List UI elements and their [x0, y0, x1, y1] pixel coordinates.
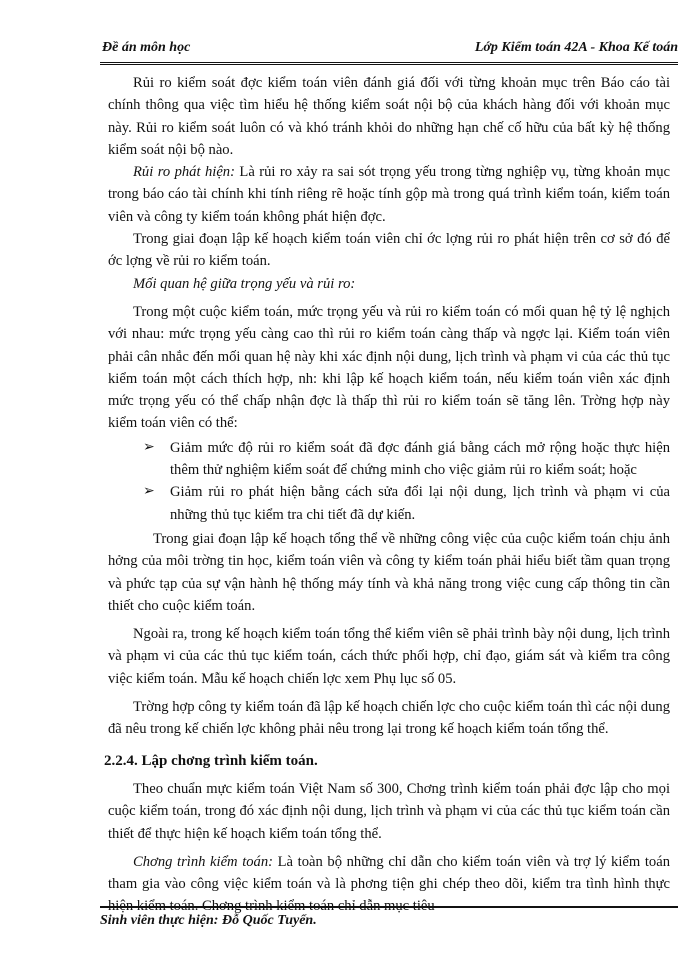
paragraph: [108, 161, 670, 228]
header-course: Đề án môn học: [102, 40, 191, 55]
section-heading: 2.2.4. Lập chơng trình kiểm toán.: [104, 752, 318, 769]
paragraph: Ngoài ra, trong kế hoạch kiểm toán tổng thể kiểm viên sẽ phải trình bày nội dung, lịch trình và phạm vi của các thủ tục kiểm toán, cách thức phối hợp, chỉ đạo, giám sát và kiểm tra công việc kiểm toán. Mẫu kế hoạch chiến lợc xem Phụ lục số 05.: [108, 626, 670, 687]
paragraph: Trờng hợp công ty kiểm toán đã lập kế hoạch chiến lợc cho cuộc kiểm toán thì các nội dung đã nêu trong kế chiến lợc không phải nêu trong lại trong kế hoạch kiểm toán tổng thể.: [108, 699, 670, 738]
arrow-bullet-icon: ➢: [143, 439, 155, 455]
term-text: Là rủi ro xảy ra sai sót trọng yếu trong từng nghiệp vụ, từng khoản mục trong báo cáo tài chính khi tính riêng rẽ hoặc tính gộp mà trong quá trình kiểm toán, kiểm toán viên và công ty kiểm toán không phát hiện đợc.: [108, 164, 671, 225]
arrow-bullet-icon: ➢: [143, 484, 155, 500]
list-item-text: Giảm rủi ro phát hiện bằng cách sửa đổi lại nội dung, lịch trình và phạm vi của những thủ tục kiểm tra chi tiết đã dự kiến.: [170, 484, 670, 523]
term-label: Chơng trình kiểm toán:: [133, 853, 274, 870]
subheading: Mối quan hệ giữa trọng yếu và rủi ro:: [133, 275, 356, 292]
paragraph: Trong một cuộc kiểm toán, mức trọng yếu và rủi ro kiểm toán có mối quan hệ tỷ lệ nghịch với nhau: mức trọng yếu càng cao thì rủi ro kiểm toán càng thấp và ngợc lại. Kiểm toán viên phải cân nhắc đến mối quan hệ này khi xác định nội dung, lịch trình và phạm vi của các thủ tục kiểm toán một cách thích hợp, nh: khi lập kế hoạch kiểm toán, nếu kiểm toán viên xác định mức trọng yếu có thể chấp nhận đợc là thấp thì rủi ro kiểm toán sẽ tăng lên. Trờng hợp này kiểm toán viên có thể:: [108, 303, 670, 432]
header-class: Lớp Kiểm toán 42A - Khoa Kế toán: [474, 40, 678, 55]
paragraph: Trong giai đoạn lập kế hoạch tổng thể về những công việc của cuộc kiểm toán chịu ảnh hởng của môi trờng tin học, kiểm toán viên và công ty kiểm toán phải hiểu biết tầm quan trọng và phức tạp của sự vận hành hệ thống máy tính và khả năng trong việc cung cấp thông tin cần thiết cho cuộc kiểm toán.: [108, 530, 670, 614]
document-body: [104, 72, 671, 918]
paragraph: Theo chuẩn mực kiểm toán Việt Nam số 300, Chơng trình kiểm toán phải đợc lập cho mọi cuộc kiểm toán, trong đó xác định nội dung, lịch trình và phạm vi của các thủ tục kiểm toán cần thiết để thực hiện kế hoạch kiểm toán tổng thể.: [108, 780, 670, 842]
footer-author: Sinh viên thực hiện: Đỗ Quốc Tuyển.: [100, 913, 317, 928]
paragraph: Rủi ro kiểm soát đợc kiểm toán viên đánh giá đối với từng khoản mục trên Báo cáo tài chính thông qua việc tìm hiểu hệ thống kiểm soát nội bộ của khách hàng đối với khoản mục này. Rủi ro kiểm soát luôn có và khó tránh khỏi do những hạn chế cố hữu của bất kỳ hệ thống kiểm soát nội bộ nào.: [108, 75, 670, 158]
term-text: Là toàn bộ những chỉ dẫn cho kiểm toán viên và trợ lý kiểm toán tham gia vào công việc kiểm toán và là phơng tiện ghi chép theo dõi, kiểm tra tình hình thực hiện kiểm toán. Chơng trình kiểm toán chỉ dẫn mục tiêu: [108, 853, 670, 915]
page-header: [100, 40, 678, 65]
list-item-text: Giảm mức độ rủi ro kiểm soát đã đợc đánh giá bằng cách mở rộng hoặc thực hiện thêm thử nghiệm kiểm soát để chứng minh cho việc giảm rủi ro kiểm soát; hoặc: [170, 439, 670, 479]
paragraph: Trong giai đoạn lập kế hoạch kiểm toán viên chỉ ớc lợng rủi ro phát hiện trên cơ sở đó để ớc lợng về rủi ro kiểm toán.: [108, 231, 670, 270]
list-item: [143, 481, 670, 526]
list-item: [143, 437, 670, 482]
bullet-list: [143, 437, 670, 526]
term-label: Rủi ro phát hiện:: [133, 164, 235, 181]
page-footer: [100, 906, 678, 929]
